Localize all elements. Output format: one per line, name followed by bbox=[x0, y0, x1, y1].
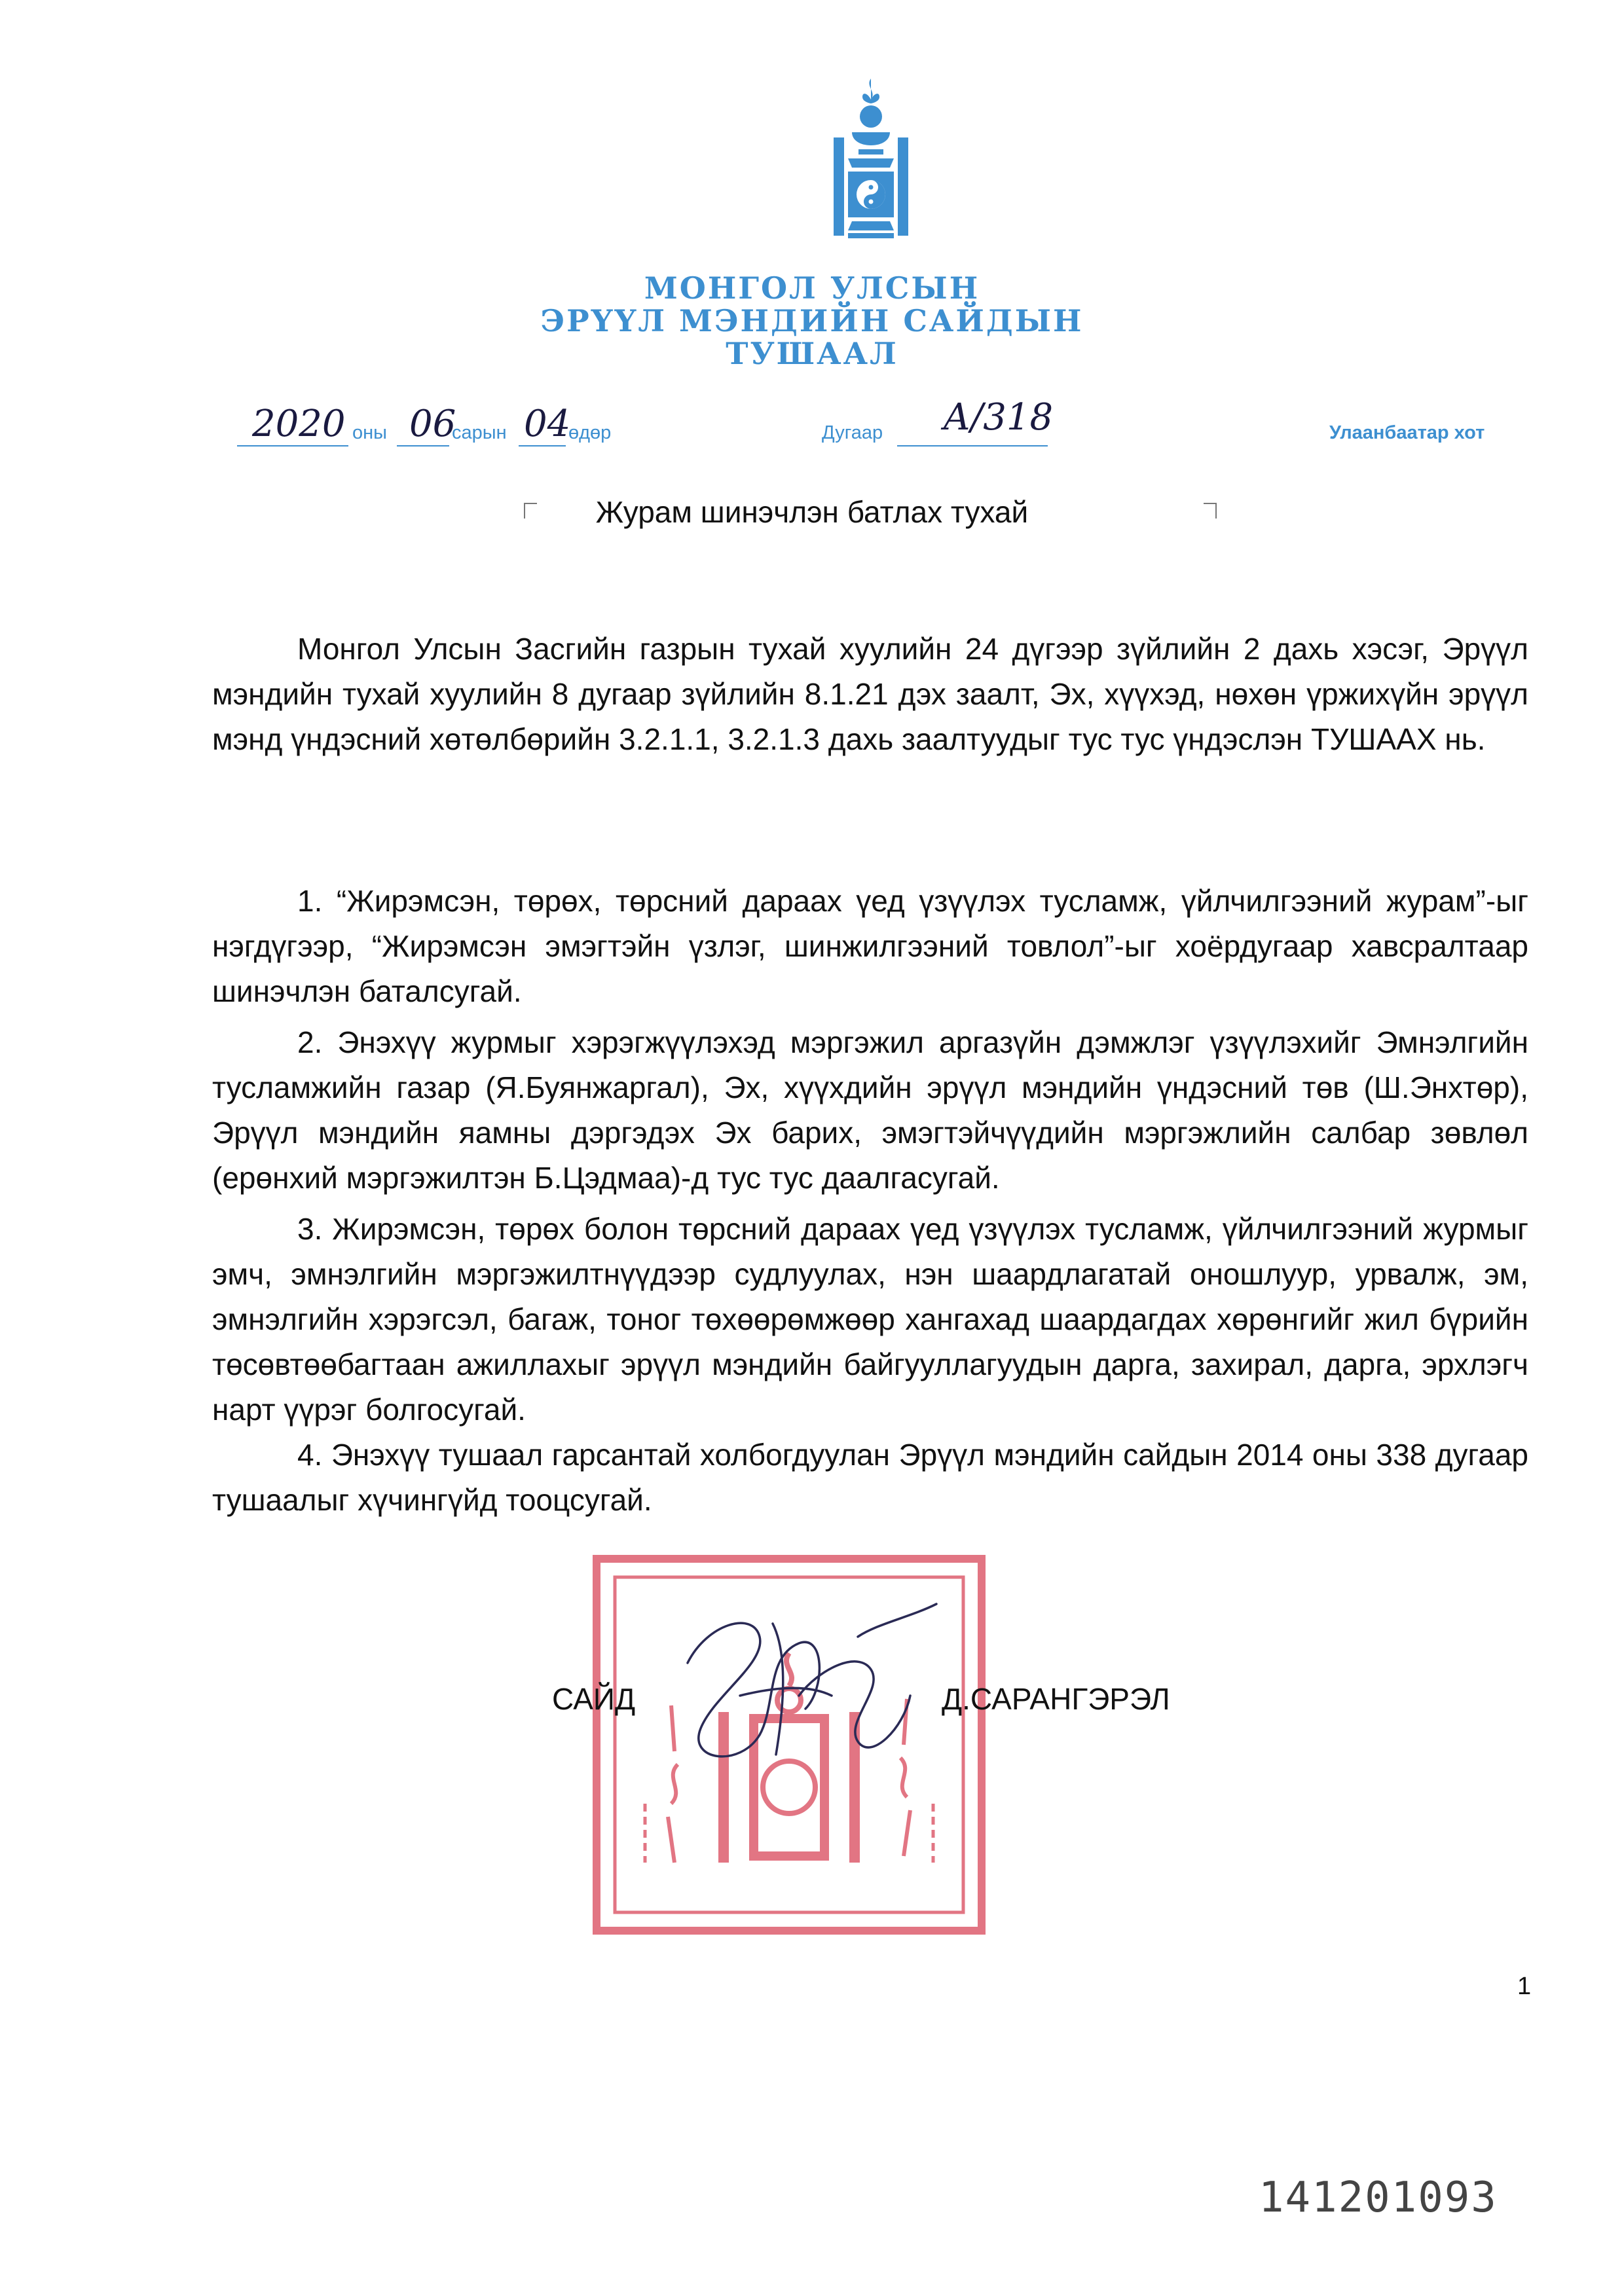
order-items bbox=[212, 879, 1528, 1529]
date-year: 2020 bbox=[252, 403, 346, 445]
preamble-text: Монгол Улсын Засгийн газрын тухай хуулийн 24 дүгээр зүйлийн 2 дахь хэсэг, Эрүүл мэндийн тухай хуулийн 8 дугаар зүйлийн 8.1.21 дэх заалт, Эх, хүүхэд, нөхөн үржихүйн эрүүл мэнд үндэсний хөтөлбөрийн 3.2.1.1, 3.2.1.3 дахь заалтуудыг тус тус үндэслэн ТУШААХ нь. bbox=[212, 632, 1528, 756]
header-doc-type: ТУШААЛ bbox=[726, 336, 898, 371]
year-underline bbox=[237, 445, 348, 446]
month-underline bbox=[397, 445, 449, 446]
order-subject: Журам шинэчлэн батлах тухай bbox=[595, 495, 1029, 529]
order-item-3: 3. Жирэмсэн, төрөх болон төрсний дараах үед үзүүлэх тусламж, үйлчилгээний журмыг эмч, эмнэлгийн мэргэжилтнүүдээр судлуулах, нэн шаардлагатай оношлуур, урвалж, эм, эмнэлгийн хэрэгсэл, багаж, тоног төхөөрөмжөөр хангахад шаардагдах хөрөнгийг жил бүрийн төсөвтөөбагтаан ажиллахыг эрүүл мэндийн байгууллагуудын дарга, захирал, дарга, эрхлэгч нарт үүрэг болгосугай. bbox=[212, 1212, 1528, 1427]
header-ministry: ЭРҮҮЛ МЭНДИЙН САЙДЫН bbox=[540, 303, 1084, 338]
date-month-suffix: сарын bbox=[452, 422, 507, 443]
order-item-2: 2. Энэхүү журмыг хэрэгжүүлэхэд мэргэжил аргазүйн дэмжлэг үзүүлэхийг Эмнэлгийн тусламжийн газар (Я.Буянжаргал), Эх, хүүхдийн эрүүл мэндийн үндэсний төв (Ш.Энхтөр), Эрүүл мэндийн яамны дэргэдэх Эх барих, эмэгтэйчүүдийн мэргэжлийн салбар зөвлөл (ерөнхий мэргэжилтэн Б.Цэдмаа)-д тус тус даалгасугай. bbox=[212, 1025, 1528, 1195]
page-number: 1 bbox=[1517, 1973, 1532, 2000]
date-day: 04 bbox=[524, 403, 571, 445]
signatory-title: САЙД bbox=[552, 1682, 636, 1716]
order-item-1: 1. “Жирэмсэн, төрөх, төрсний дараах үед үзүүлэх тусламж, үйлчилгээний журам”-ыг нэгдүгээр, “Жирэмсэн эмэгтэйн үзлэг, шинжилгээний товлол”-ыг хоёрдугаар хавсралтаар шинэчлэн баталсугай. bbox=[212, 884, 1528, 1008]
date-month: 06 bbox=[409, 403, 456, 445]
order-number: А/318 bbox=[943, 396, 1054, 439]
signatory-name: Д.САРАНГЭРЭЛ bbox=[942, 1682, 1170, 1716]
header-country: МОНГОЛ УЛСЫН bbox=[644, 270, 980, 306]
document-serial-number: 141201093 bbox=[1259, 2174, 1498, 2222]
place: Улаанбаатар хот bbox=[1329, 422, 1485, 443]
minister-signature bbox=[661, 1597, 950, 1787]
date-year-suffix: оны bbox=[352, 422, 387, 443]
date-day-suffix: өдөр bbox=[568, 422, 612, 443]
order-item-4: 4. Энэхүү тушаал гарсантай холбогдуулан Эрүүл мэндийн сайдын 2014 оны 338 дугаар тушаалыг хүчингүйд тооцсугай. bbox=[212, 1438, 1528, 1517]
number-label: Дугаар bbox=[822, 422, 883, 443]
number-underline bbox=[897, 445, 1048, 446]
day-underline bbox=[519, 445, 566, 446]
preamble bbox=[212, 627, 1528, 762]
state-emblem bbox=[822, 77, 920, 254]
